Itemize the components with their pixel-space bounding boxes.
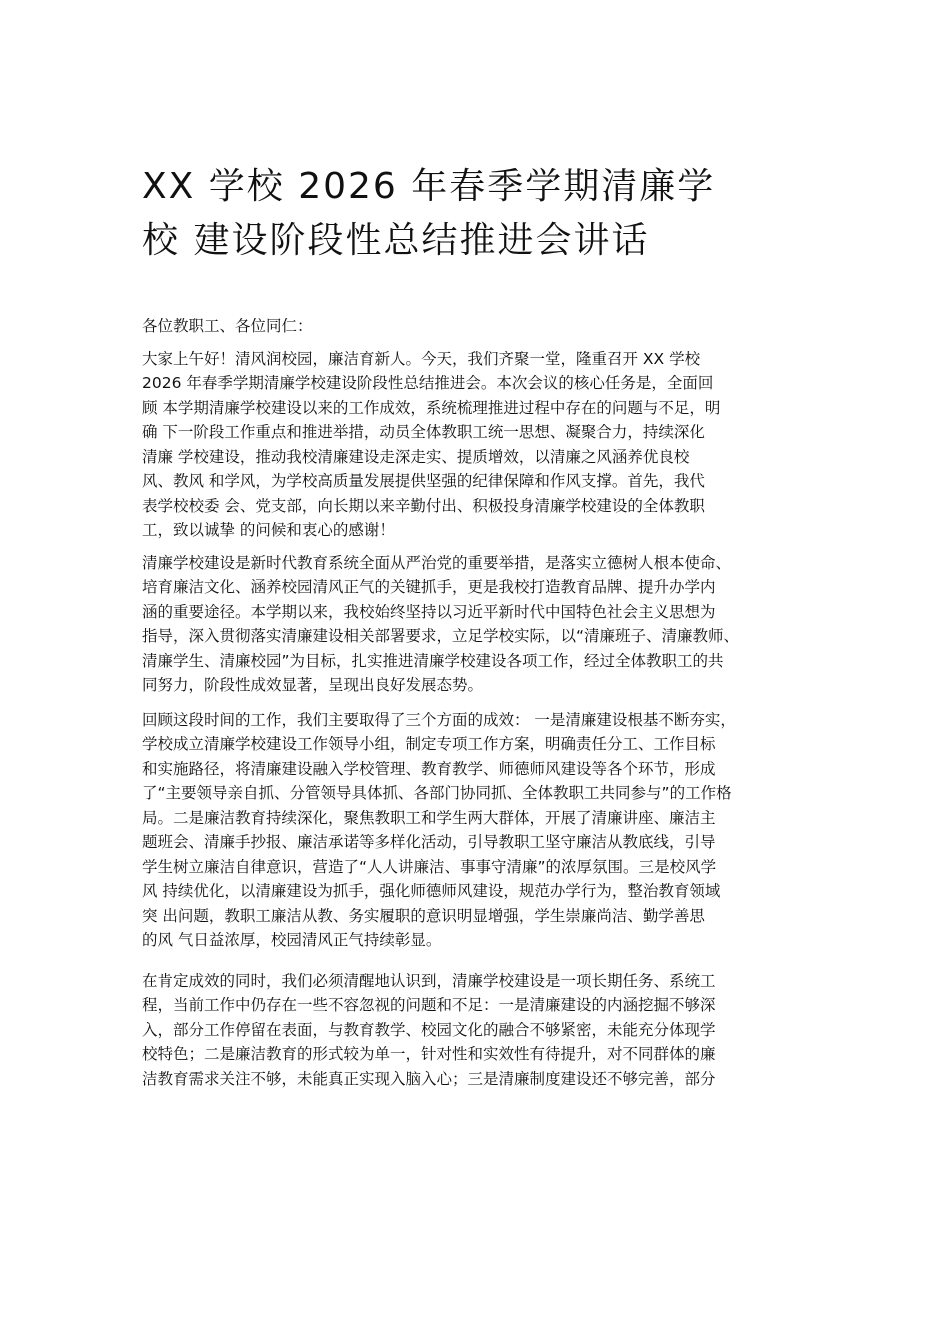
text-line: 了“主要领导亲自抓、分管领导具体抓、各部门协同抓、全体教职工共同参与”的工作格 — [142, 784, 732, 802]
text-line: 的风 气日益浓厚，校园清风正气持续彰显。 — [142, 931, 442, 949]
text-line: 工，致以诚挚 的问候和衷心的感谢！ — [142, 521, 395, 539]
text-line: 清廉学校建设是新时代教育系统全面从严治党的重要举措，是落实立德树人根本使命、 — [142, 553, 732, 572]
text-line: 顾 本学期清廉学校建设以来的工作成效，系统梳理推进过程中存在的问题与不足，明 — [142, 398, 721, 417]
text-line: 确 下一阶段工作重点和推进举措，动员全体教职工统一思想、凝聚合力，持续深化 — [142, 423, 705, 441]
text-line: 局。二是廉洁教育持续深化，聚焦教职工和学生两大群体，开展了清廉讲座、廉洁主 — [142, 808, 716, 827]
text-line: 洁教育需求关注不够，未能真正实现入脑入心；三是清廉制度建设还不够完善，部分 — [142, 1069, 716, 1088]
text-line: 大家上午好！清风润校园，廉洁育新人。今天，我们齐聚一堂，隆重召开 XX 学校 — [142, 349, 701, 368]
document-title — [142, 160, 822, 268]
text-line: 校特色；二是廉洁教育的形式较为单一，针对性和实效性有待提升，对不同群体的廉 — [142, 1045, 716, 1063]
text-line: 程，当前工作中仍存在一些不容忽视的问题和不足：一是清廉建设的内涵挖掘不够深 — [142, 996, 716, 1014]
text-line: 指导，深入贯彻落实清廉建设相关部署要求，立足学校实际，以“清廉班子、清廉教师、 — [142, 627, 740, 645]
text-line: 突 出问题，教职工廉洁从教、务实履职的意识明显增强，学生崇廉尚洁、勤学善思 — [142, 906, 705, 925]
paragraph-opening — [142, 347, 822, 543]
greeting — [142, 314, 822, 339]
text-line: 2026 年春季学期清廉学校建设阶段性总结推进会。本次会议的核心任务是，全面回 — [142, 374, 714, 392]
text-line: 学校成立清廉学校建设工作领导小组，制定专项工作方案，明确责任分工、工作目标 — [142, 735, 716, 753]
greeting-line: 各位教职工、各位同仁： — [142, 317, 313, 335]
text-line: 培育廉洁文化、涵养校园清风正气的关键抓手，更是我校打造教育品牌、提升办学内 — [142, 578, 716, 596]
text-line: 清廉学生、清廉校园”为目标，扎实推进清廉学校建设各项工作，经过全体教职工的共 — [142, 651, 724, 670]
text-line: 在肯定成效的同时，我们必须清醒地认识到，清廉学校建设是一项长期任务、系统工 — [142, 971, 716, 990]
text-line: 风 持续优化，以清廉建设为抓手，强化师德师风建设，规范办学行为，整治教育领域 — [142, 882, 721, 900]
text-line: 表学校校委 会、党支部，向长期以来辛勤付出、积极投身清廉学校建设的全体教职 — [142, 496, 705, 515]
text-line: 清廉 学校建设，推动我校清廉建设走深走实、提质增效，以清廉之风涵养优良校 — [142, 447, 690, 466]
text-line: 涵的重要途径。本学期以来，我校始终坚持以习近平新时代中国特色社会主义思想为 — [142, 602, 716, 621]
paragraph-problems — [142, 969, 822, 1092]
title-line: XX 学校 2026 年春季学期清廉学 — [142, 166, 716, 207]
text-line: 入，部分工作停留在表面，与教育教学、校园文化的融合不够紧密，未能充分体现学 — [142, 1020, 716, 1039]
title-line: 校 建设阶段性总结推进会讲话 — [142, 220, 650, 261]
text-line: 和实施路径，将清廉建设融入学校管理、教育教学、师德师风建设等各个环节，形成 — [142, 759, 716, 778]
paragraph-achievements — [142, 708, 822, 953]
text-line: 同努力，阶段性成效显著，呈现出良好发展态势。 — [142, 676, 484, 694]
text-line: 题班会、清廉手抄报、廉洁承诺等多样化活动，引导教职工坚守廉洁从教底线，引导 — [142, 833, 716, 851]
text-line: 风、教风 和学风，为学校高质量发展提供坚强的纪律保障和作风支撑。首先，我代 — [142, 472, 705, 490]
text-line: 回顾这段时间的工作，我们主要取得了三个方面的成效： 一是清廉建设根基不断夯实， — [142, 710, 736, 729]
text-line: 学生树立廉洁自律意识，营造了“人人讲廉洁、事事守清廉”的浓厚氛围。三是校风学 — [142, 857, 717, 876]
paragraph-significance — [142, 551, 822, 698]
document-body — [142, 314, 822, 1091]
